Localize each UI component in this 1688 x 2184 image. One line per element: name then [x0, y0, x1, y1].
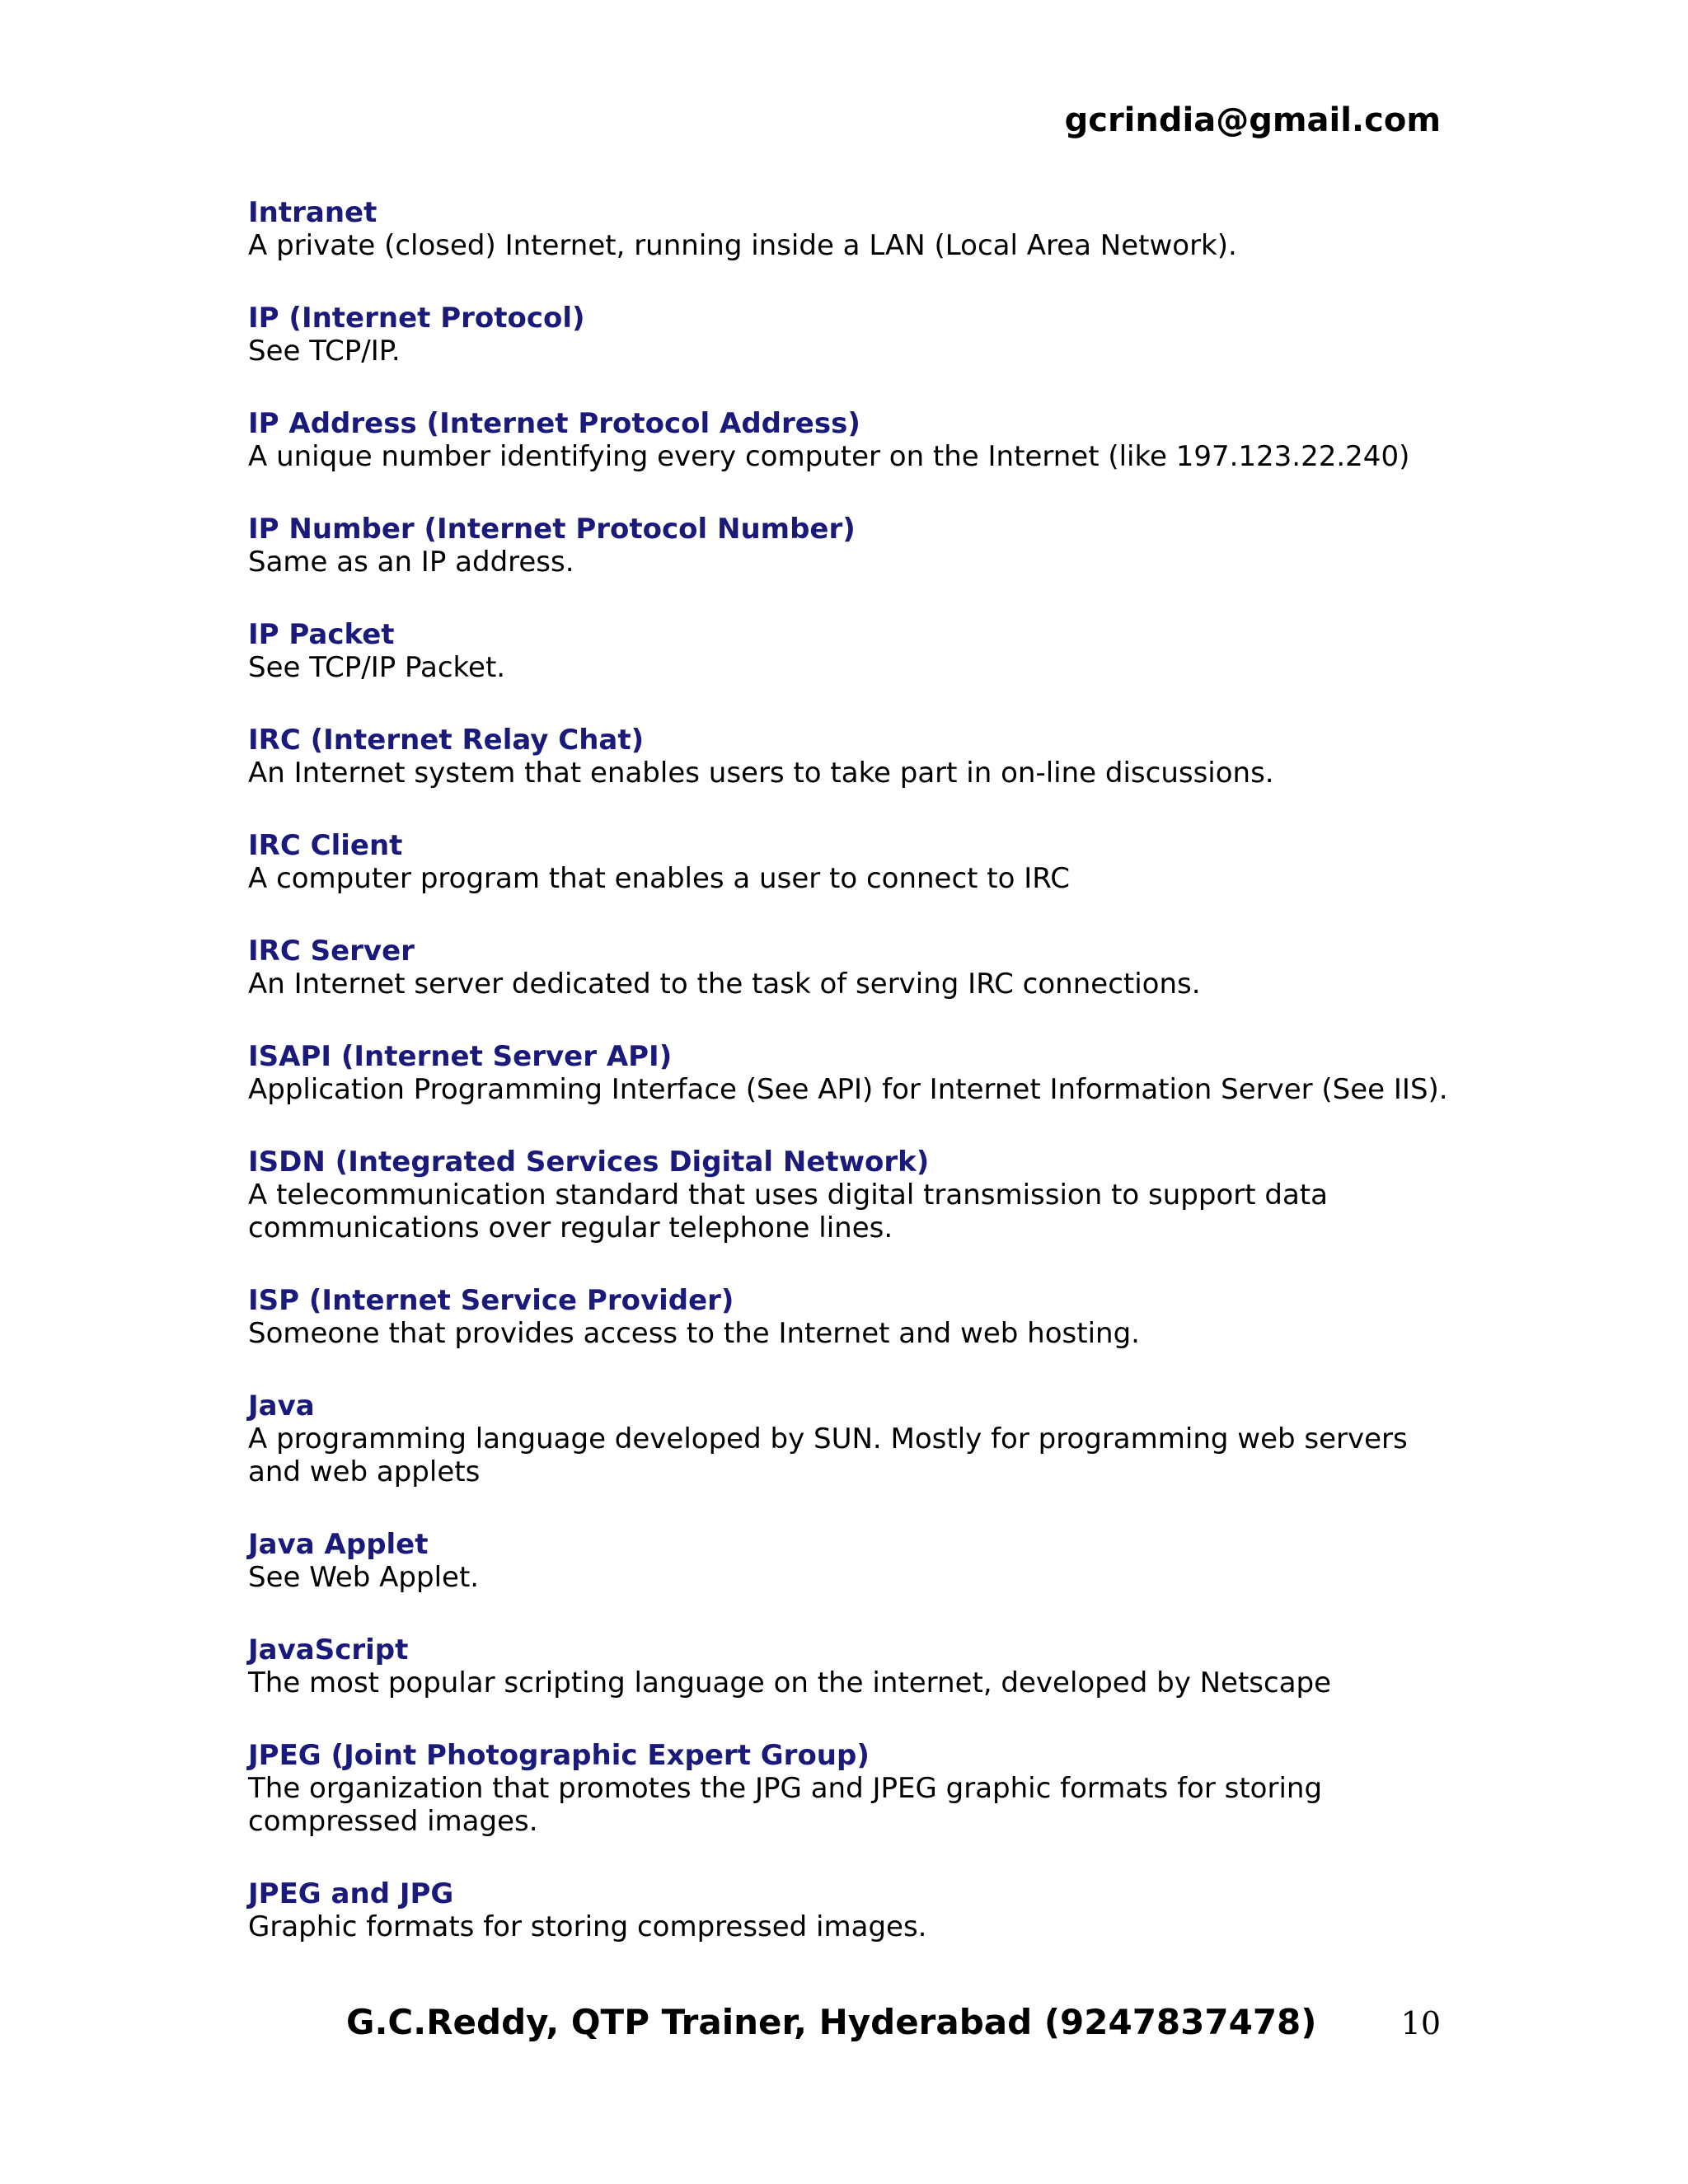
glossary-definition: A programming language developed by SUN. Mostly for programming web servers and web applets — [248, 1422, 1408, 1488]
glossary-term: IRC Client — [248, 829, 403, 862]
glossary-entry — [248, 724, 1451, 790]
glossary-definition: Application Programming Interface (See API) for Internet Information Server (See IIS). — [248, 1073, 1448, 1106]
glossary-term: ISDN (Integrated Services Digital Network) — [248, 1146, 930, 1179]
glossary-term: JPEG and JPG — [248, 1877, 454, 1910]
glossary-term: IP Address (Internet Protocol Address) — [248, 407, 860, 440]
glossary-definition: A telecommunication standard that uses digital transmission to support data communications over regular telephone lines. — [248, 1179, 1328, 1244]
glossary-entry — [248, 1146, 1451, 1244]
glossary-term: Java — [248, 1390, 315, 1422]
glossary-entry — [248, 196, 1451, 262]
header-email: gcrindia@gmail.com — [1064, 101, 1441, 139]
glossary-entry — [248, 1739, 1451, 1838]
glossary-entry — [248, 935, 1451, 1001]
glossary-list — [248, 196, 1451, 1983]
glossary-term: JavaScript — [248, 1633, 409, 1666]
glossary-term: JPEG (Joint Photographic Expert Group) — [248, 1739, 870, 1772]
glossary-entry — [248, 407, 1451, 473]
glossary-entry — [248, 1877, 1451, 1943]
glossary-definition: See Web Applet. — [248, 1561, 480, 1594]
glossary-term: Intranet — [248, 196, 377, 229]
glossary-entry — [248, 829, 1451, 895]
glossary-term: ISP (Internet Service Provider) — [248, 1284, 734, 1317]
glossary-term: Java Applet — [248, 1528, 429, 1561]
glossary-definition: An Internet system that enables users to take part in on-line discussions. — [248, 757, 1274, 790]
footer-credit: G.C.Reddy, QTP Trainer, Hyderabad (9247837478) — [346, 2002, 1317, 2042]
glossary-entry — [248, 513, 1451, 579]
glossary-definition: The most popular scripting language on the internet, developed by Netscape — [248, 1666, 1332, 1699]
glossary-term: IP (Internet Protocol) — [248, 302, 585, 335]
glossary-term: IP Number (Internet Protocol Number) — [248, 513, 856, 546]
glossary-term: IP Packet — [248, 618, 395, 651]
glossary-term: IRC Server — [248, 935, 415, 968]
glossary-entry — [248, 302, 1451, 368]
glossary-definition: Same as an IP address. — [248, 546, 574, 579]
glossary-definition: A private (closed) Internet, running inside a LAN (Local Area Network). — [248, 229, 1237, 262]
glossary-entry — [248, 618, 1451, 684]
glossary-definition: See TCP/IP Packet. — [248, 651, 506, 684]
glossary-definition: A unique number identifying every computer on the Internet (like 197.123.22.240) — [248, 440, 1410, 473]
glossary-definition: An Internet server dedicated to the task of serving IRC connections. — [248, 968, 1201, 1001]
glossary-entry — [248, 1284, 1451, 1350]
page-number: 10 — [1400, 2005, 1441, 2041]
glossary-term: ISAPI (Internet Server API) — [248, 1040, 673, 1073]
glossary-entry — [248, 1390, 1451, 1488]
glossary-definition: See TCP/IP. — [248, 335, 401, 368]
glossary-entry — [248, 1633, 1451, 1699]
glossary-definition: A computer program that enables a user to connect to IRC — [248, 862, 1070, 895]
glossary-definition: Graphic formats for storing compressed images. — [248, 1910, 927, 1943]
glossary-entry — [248, 1528, 1451, 1594]
glossary-definition: Someone that provides access to the Internet and web hosting. — [248, 1317, 1140, 1350]
glossary-term: IRC (Internet Relay Chat) — [248, 724, 645, 757]
glossary-definition: The organization that promotes the JPG and JPEG graphic formats for storing compressed images. — [248, 1772, 1323, 1838]
glossary-entry — [248, 1040, 1451, 1106]
